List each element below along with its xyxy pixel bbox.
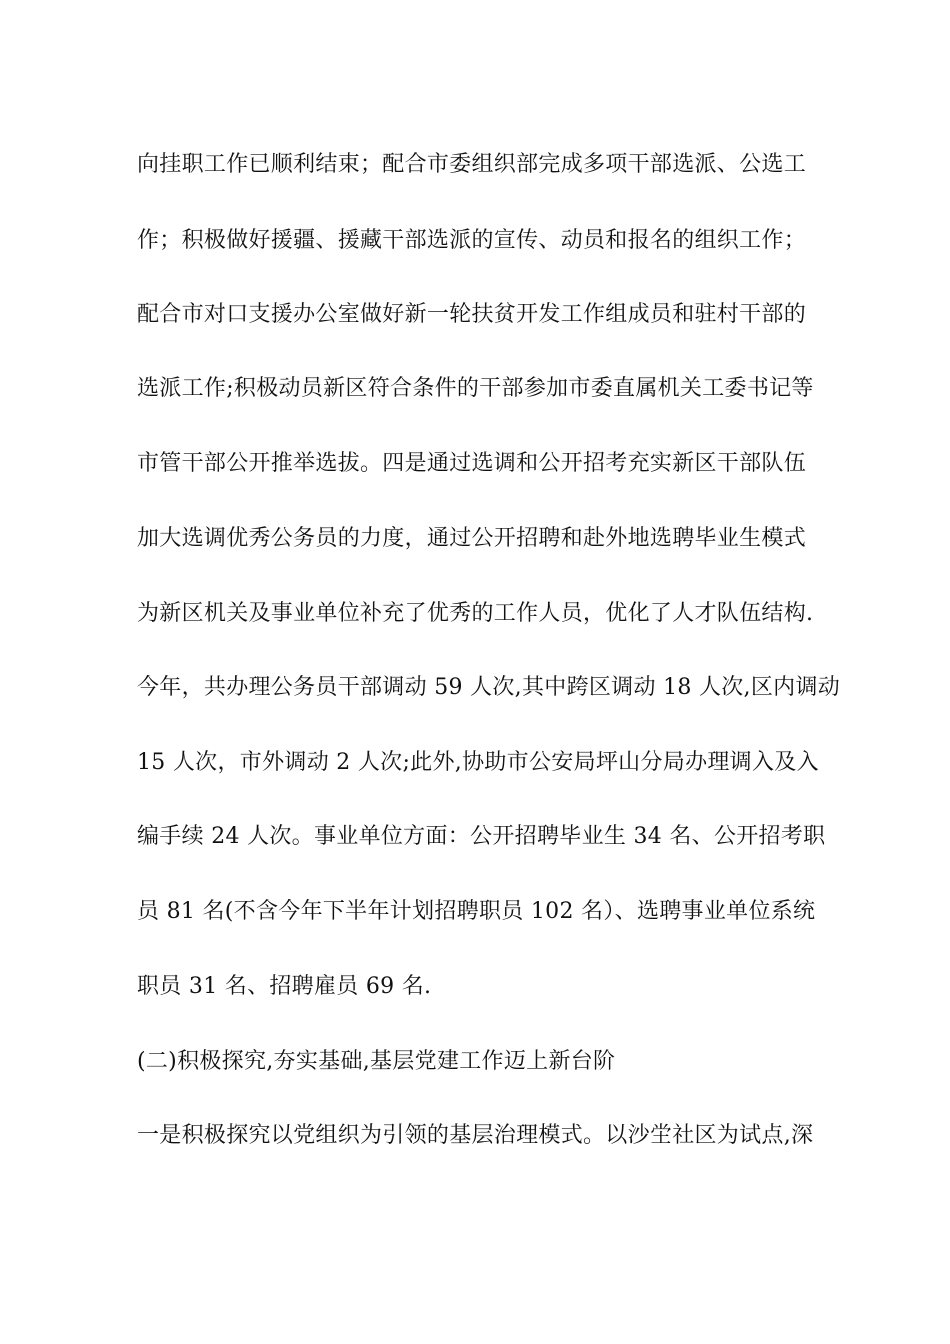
body-text-line: 作；积极做好援疆、援藏干部选派的宣传、动员和报名的组织工作； — [137, 228, 807, 253]
body-text-line: 配合市对口支援办公室做好新一轮扶贫开发工作组成员和驻村干部的 — [137, 302, 807, 327]
body-text-line: 市管干部公开推举选拔。四是通过选调和公开招考充实新区干部队伍 — [137, 451, 807, 476]
body-text-line: 编手续 24 人次。事业单位方面：公开招聘毕业生 34 名、公开招考职 — [137, 824, 826, 849]
body-text-line: 选派工作;积极动员新区符合条件的干部参加市委直属机关工委书记等 — [137, 376, 814, 401]
body-text-line: 今年，共办理公务员干部调动 59 人次,其中跨区调动 18 人次,区内调动 — [137, 675, 841, 700]
body-text-line: 15 人次，市外调动 2 人次;此外,协助市公安局坪山分局办理调入及入 — [137, 750, 819, 775]
body-text-line: 为新区机关及事业单位补充了优秀的工作人员，优化了人才队伍结构. — [137, 601, 814, 626]
body-text-line: 向挂职工作已顺利结束；配合市委组织部完成多项干部选派、公选工 — [137, 152, 807, 177]
body-text-line: 一是积极探究以党组织为引领的基层治理模式。以沙坣社区为试点,深 — [137, 1123, 814, 1148]
body-text-line: 员 81 名(不含今年下半年计划招聘职员 102 名）、选聘事业单位系统 — [137, 899, 816, 924]
section-heading: (二)积极探究,夯实基础,基层党建工作迈上新台阶 — [137, 1049, 616, 1074]
body-text-line: 职员 31 名、招聘雇员 69 名. — [137, 974, 432, 999]
body-text-line: 加大选调优秀公务员的力度，通过公开招聘和赴外地选聘毕业生模式 — [137, 526, 807, 551]
